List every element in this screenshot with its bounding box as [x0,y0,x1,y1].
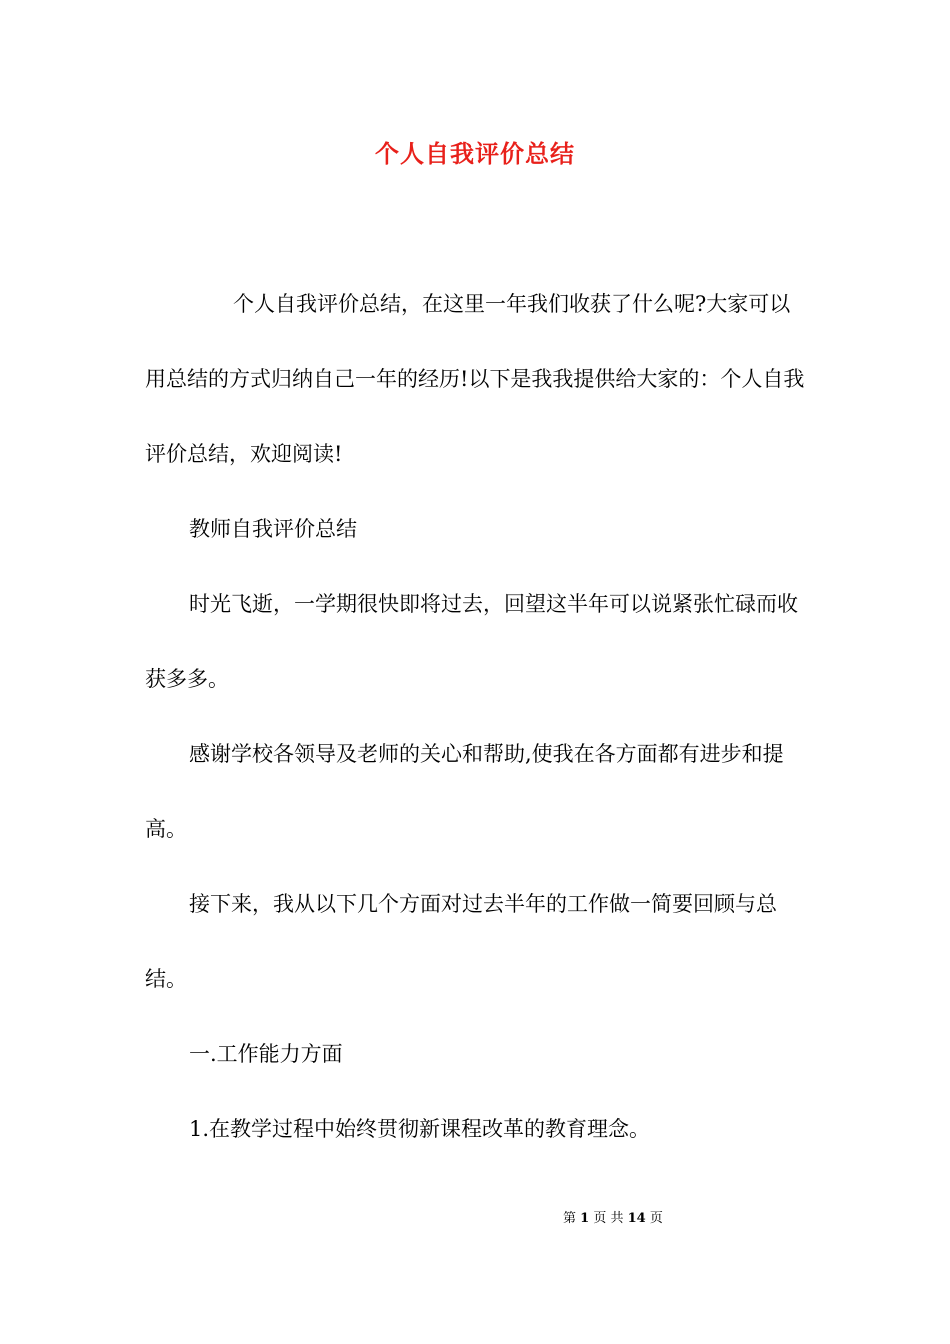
paragraph: 一.工作能力方面 [189,1042,343,1066]
paragraph: 1.在教学过程中始终贯彻新课程改革的教育理念。 [189,1117,651,1141]
paragraph: 时光飞逝，一学期很快即将过去，回望这半年可以说紧张忙碌而收获多多。 [145,592,798,691]
paragraph: 接下来，我从以下几个方面对过去半年的工作做一简要回顾与总结。 [145,892,777,991]
intro-paragraph: 个人自我评价总结，在这里一年我们收获了什么呢?大家可以用总结的方式归纳自己一年的经历!以下是我我提供给大家的：个人自我评价总结，欢迎阅读! [145,292,805,466]
footer-page-number: 1 [580,1211,590,1226]
page-footer [563,1209,663,1229]
paragraph: 感谢学校各领导及老师的关心和帮助,使我在各方面都有进步和提高。 [145,742,784,841]
paragraph: 教师自我评价总结 [189,517,357,541]
document-title: 个人自我评价总结 [375,139,575,168]
footer-suffix: 页 [649,1211,663,1226]
footer-middle: 页 共 [593,1211,624,1226]
footer-total-pages: 14 [627,1211,646,1226]
footer-prefix: 第 [563,1211,577,1226]
body-paragraphs [145,492,807,1167]
